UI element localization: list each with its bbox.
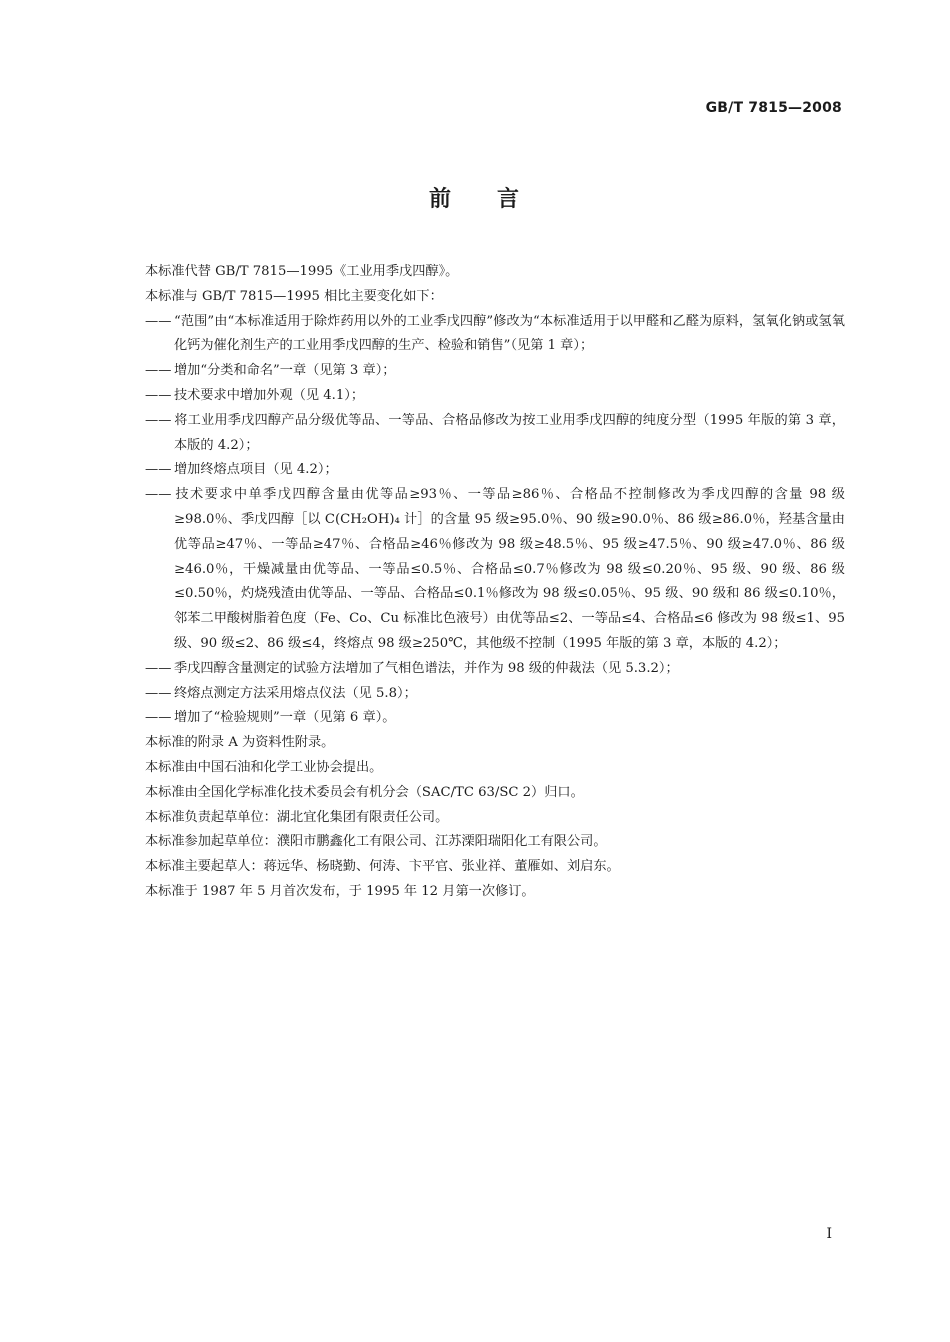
page-title (0, 182, 950, 213)
dash-marker: —— (145, 462, 172, 478)
change-item (145, 384, 845, 409)
change-item (145, 310, 845, 360)
dash-marker: —— (145, 487, 172, 503)
change-item-text: 终熔点测定方法采用熔点仪法（见 5.8）； (174, 685, 417, 701)
change-item-text: 将工业用季戊四醇产品分级优等品、一等品、合格品修改为按工业用季戊四醇的纯度分型（1995 年版的第 3 章，本版的 4.2）； (174, 412, 845, 453)
foreword-body (145, 260, 845, 905)
closing-paragraph: 本标准于 1987 年 5 月首次发布，于 1995 年 12 月第一次修订。 (145, 883, 535, 899)
change-item (145, 483, 845, 657)
dash-marker: —— (145, 363, 172, 379)
intro-paragraph: 本标准与 GB/T 7815—1995 相比主要变化如下： (145, 288, 443, 304)
change-item (145, 657, 845, 682)
change-item-text: 技术要求中单季戊四醇含量由优等品≥93％、一等品≥86％、合格品不控制修改为季戊四醇的含量 98 级≥98.0％、季戊四醇［以 C(CH₂OH)₄ 计］的含量 95 级≥95.0％、90 级≥90.0％、86 级≥86.0％，羟基含量由优等品≥47％、一等品≥47％、合格品≥46％修改为 98 级≥48.5％、95 级≥47.5％、90 级≥47.0％、86 级≥46.0％，干燥减量由优等品、一等品≤0.5％、合格品≤0.7％修改为 98 级≤0.20％、95 级、90 级、86 级≤0.50％，灼烧残渣由优等品、一等品、合格品≤0.1％修改为 98 级≤0.05％、95 级、90 级和 86 级≤0.10％，邻苯二甲酸树脂着色度（Fe、Co、Cu 标准比色液号）由优等品≤2、一等品≤4、合格品≤6 修改为 98 级≤1、95 级、90 级≤2、86 级≤4，终熔点 98 级≥250℃，其他级不控制（1995 年版的第 3 章，本版的 4.2）； (174, 487, 845, 651)
change-item (145, 409, 845, 459)
change-item (145, 706, 845, 731)
closing-paragraph: 本标准由中国石油和化学工业协会提出。 (145, 759, 383, 775)
closing-paragraph: 本标准的附录 A 为资料性附录。 (145, 735, 335, 751)
page-title-char-2: 言 (497, 187, 522, 212)
change-item (145, 682, 845, 707)
change-item-text: 增加“分类和命名”一章（见第 3 章）； (174, 363, 396, 379)
standard-number: GB/T 7815—2008 (705, 100, 842, 116)
change-item (145, 458, 845, 483)
closing-paragraph: 本标准负责起草单位：湖北宜化集团有限责任公司。 (145, 809, 449, 825)
dash-marker: —— (145, 710, 172, 726)
page-title-char-1: 前 (428, 187, 453, 212)
dash-marker: —— (145, 412, 172, 428)
dash-marker: —— (145, 660, 172, 676)
page-number: I (826, 1226, 832, 1242)
change-item-text: 技术要求中增加外观（见 4.1）； (174, 387, 365, 403)
dash-marker: —— (145, 685, 172, 701)
dash-marker: —— (145, 387, 172, 403)
change-item-text: “范围”由“本标准适用于除炸药用以外的工业季戊四醇”修改为“本标准适用于以甲醛和乙醛为原料，氢氧化钠或氢氧化钙为催化剂生产的工业用季戊四醇的生产、检验和销售”（见第 1 章）； (174, 313, 845, 354)
closing-paragraph: 本标准由全国化学标准化技术委员会有机分会（SAC/TC 63/SC 2）归口。 (145, 784, 584, 800)
closing-paragraph: 本标准参加起草单位：濮阳市鹏鑫化工有限公司、江苏溧阳瑞阳化工有限公司。 (145, 834, 607, 850)
change-item-text: 季戊四醇含量测定的试验方法增加了气相色谱法，并作为 98 级的仲裁法（见 5.3.2）； (174, 660, 679, 676)
change-item (145, 359, 845, 384)
change-item-text: 增加终熔点项目（见 4.2）； (174, 462, 338, 478)
change-item-text: 增加了“检验规则”一章（见第 6 章）。 (174, 710, 396, 726)
intro-paragraph: 本标准代替 GB/T 7815—1995《工业用季戊四醇》。 (145, 264, 459, 279)
dash-marker: —— (145, 313, 172, 329)
closing-paragraph: 本标准主要起草人：蒋远华、杨晓勤、何涛、卞平官、张业祥、董雁如、刘启东。 (145, 859, 620, 875)
